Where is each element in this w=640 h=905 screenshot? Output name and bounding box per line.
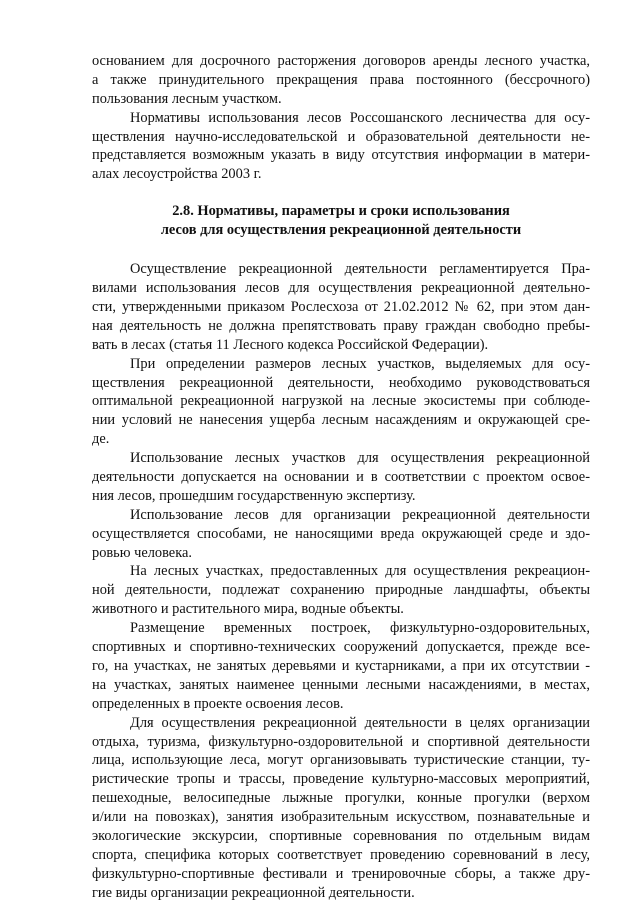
section-heading <box>92 202 590 240</box>
text-line: При определении размеров лесных участков, выделяемых для осу- <box>130 355 590 372</box>
text-line: оптимальной рекреационной нагрузкой на лесные экосистемы при соблюде- <box>92 393 590 410</box>
text-line: ществления рекреационной деятельности, необходимо руководствоваться <box>92 374 590 391</box>
text-line: представляется возможным указать в виду отсутствия информации в матери- <box>92 147 590 164</box>
text-line: вать в лесах (статья 11 Лесного кодекса Российской Федерации). <box>92 336 489 353</box>
text-line: осуществляется способами, не наносящими вреда окружающей среде и здо- <box>92 525 590 542</box>
intro-paragraph <box>92 52 590 109</box>
text-line: де. <box>92 431 110 448</box>
text-line: ровью человека. <box>92 544 192 561</box>
paragraph-4 <box>92 506 590 563</box>
text-line: и/или на повозках), занятия изобразительным искусством, познавательные и <box>92 809 590 826</box>
text-line: Для осуществления рекреационной деятельности в целях организации <box>130 714 590 731</box>
text-line: животного и растительного мира, водные объекты. <box>92 601 404 618</box>
text-line: На лесных участках, предоставленных для осуществления рекреацион- <box>130 563 590 580</box>
text-line: спорта, специфика которых соответствует проведению соревнований в лесу, <box>92 846 590 863</box>
paragraph-2 <box>92 355 590 449</box>
text-line: Размещение временных построек, физкультурно-оздоровительных, <box>130 620 590 637</box>
paragraph-3 <box>92 449 590 506</box>
text-line: ная деятельность не должна препятствовать праву граждан свободно пребы- <box>92 317 590 334</box>
text-line: на участках, занятых наименее ценными лесными насаждениями, в местах, <box>92 676 590 693</box>
text-line: ной деятельности, подлежат сохранению природные ландшафты, объекты <box>92 582 590 599</box>
text-line: спортивных и спортивно-технических сооружений допускается, прежде все- <box>92 639 590 656</box>
text-line: деятельности допускается на основании и в соответствии с проектом освое- <box>92 469 590 486</box>
document-page <box>92 52 590 903</box>
text-line: Нормативы использования лесов Россошанского лесничества для осу- <box>130 109 590 126</box>
text-line: а также принудительного прекращения права постоянного (бессрочного) <box>92 71 590 88</box>
text-line: экологические экскурсии, спортивные соревнования по отдельным видам <box>92 827 590 844</box>
text-line: пользования лесным участком. <box>92 90 282 107</box>
paragraph-1 <box>92 260 590 354</box>
text-line: Использование лесных участков для осуществления рекреационной <box>130 450 590 467</box>
text-line: ристические тропы и трассы, проведение культурно-массовых мероприятий, <box>92 771 590 788</box>
paragraph-7 <box>92 714 590 903</box>
text-line: Использование лесов для организации рекреационной деятельности <box>130 506 590 523</box>
text-line: определенных в проекте освоения лесов. <box>92 695 344 712</box>
text-line: нии условий не нанесения ущерба лесным насаждениям и окружающей сре- <box>92 412 590 429</box>
section-heading-line: 2.8. Нормативы, параметры и сроки использования <box>172 203 510 220</box>
text-line: вилами использования лесов для осуществления рекреационной деятельно- <box>92 280 590 297</box>
intro-paragraph-2 <box>92 109 590 185</box>
text-line: алах лесоустройства 2003 г. <box>92 166 262 183</box>
paragraph-5 <box>92 562 590 619</box>
text-line: ществления научно-исследовательской и образовательной деятельности не- <box>92 128 590 145</box>
text-line: сти, утвержденными приказом Рослесхоза от 21.02.2012 № 62, при этом дан- <box>92 299 590 316</box>
text-line: ния лесов, прошедшим государственную экспертизу. <box>92 487 416 504</box>
text-line: отдыха, туризма, физкультурно-оздоровительной и спортивной деятельности <box>92 733 590 750</box>
text-line: лица, использующие леса, могут организовывать туристические станции, ту- <box>92 752 590 769</box>
text-line: Осуществление рекреационной деятельности регламентируется Пра- <box>130 261 590 278</box>
paragraph-6 <box>92 619 590 713</box>
text-line: го, на участках, не занятых деревьями и кустарниками, а при их отсутствии - <box>92 657 590 674</box>
text-line: гие виды организации рекреационной деятельности. <box>92 884 415 901</box>
text-line: основанием для досрочного расторжения договоров аренды лесного участка, <box>92 53 590 69</box>
section-heading-line: лесов для осуществления рекреационной деятельности <box>160 222 522 239</box>
text-line: пешеходные, велосипедные лыжные прогулки, конные прогулки (верхом <box>92 790 590 807</box>
text-line: физкультурно-спортивные фестивали и тренировочные сборы, а также дру- <box>92 865 590 882</box>
